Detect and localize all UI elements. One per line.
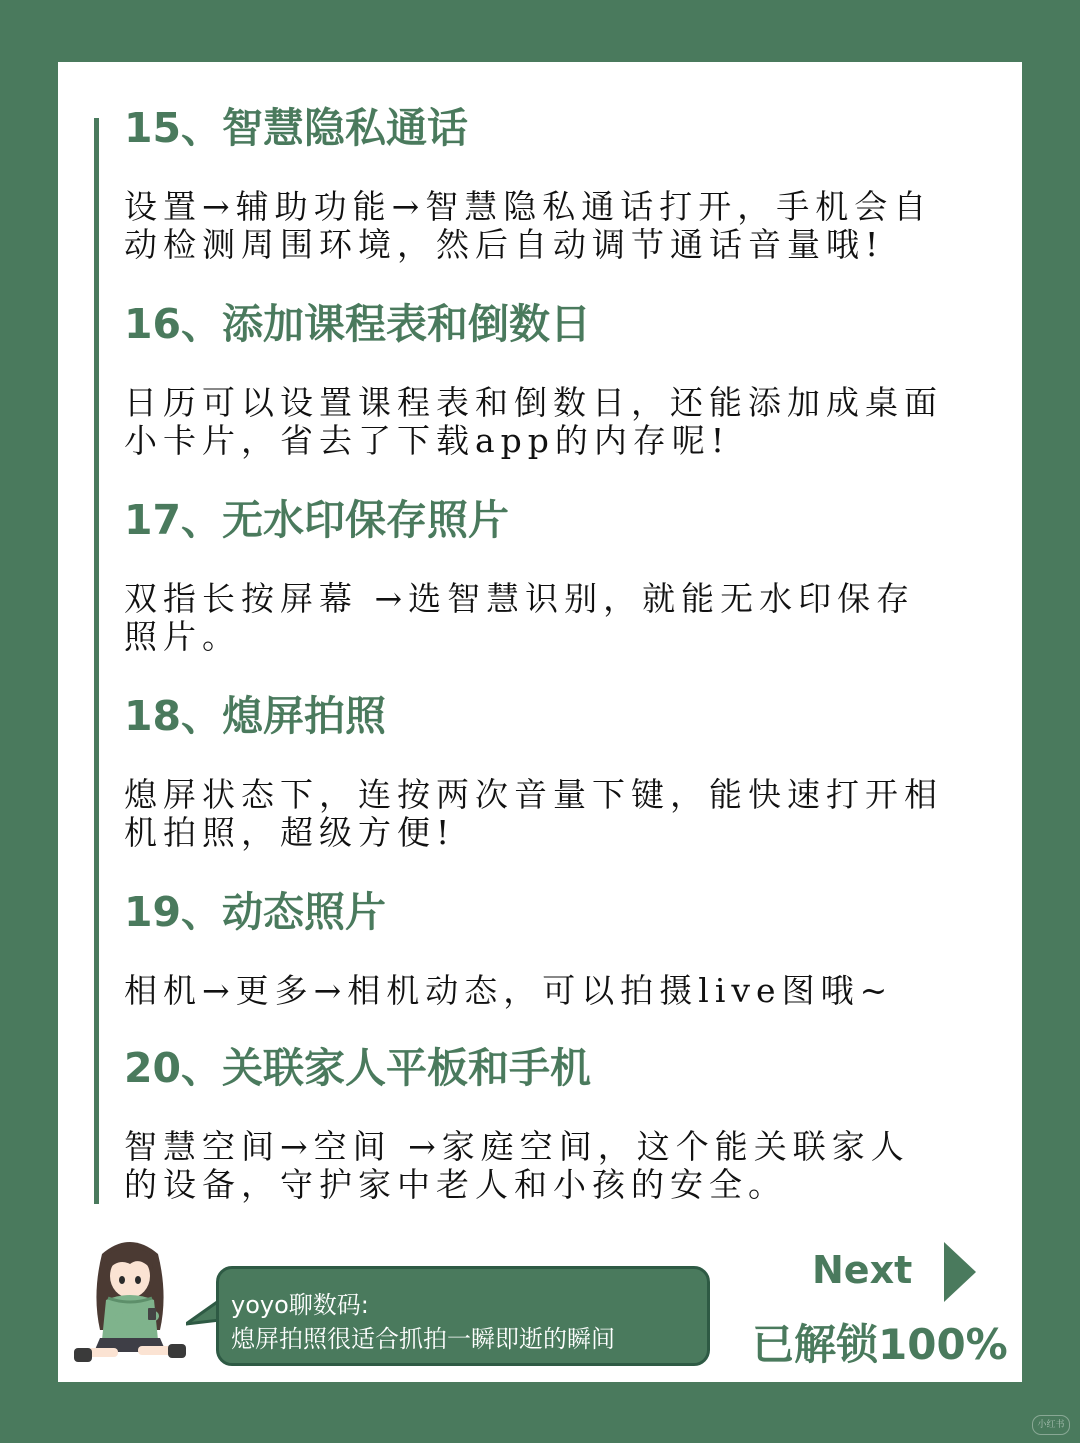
left-accent-rule	[94, 118, 99, 1204]
bubble-text: 熄屏拍照很适合抓拍一瞬即逝的瞬间	[231, 1325, 615, 1353]
tip-section-20	[124, 1042, 974, 1204]
section-title: 19、动态照片	[124, 888, 387, 936]
section-body: 熄屏状态下，连按两次音量下键，能快速打开相机拍照，超级方便!	[124, 775, 943, 852]
tip-section-19	[124, 886, 974, 1010]
section-title: 16、添加课程表和倒数日	[124, 300, 592, 348]
section-body: 智慧空间→空间 →家庭空间，这个能关联家人的设备，守护家中老人和小孩的安全。	[124, 1127, 910, 1204]
unlock-progress-label: 已解锁100%	[752, 1320, 1008, 1369]
section-title: 15、智慧隐私通话	[124, 104, 469, 152]
section-body: 设置→辅助功能→智慧隐私通话打开，手机会自动检测周围环境，然后自动调节通话音量哦!	[124, 187, 933, 264]
section-title: 20、关联家人平板和手机	[124, 1044, 592, 1092]
section-body: 双指长按屏幕 →选智慧识别，就能无水印保存照片。	[124, 579, 916, 656]
section-body: 日历可以设置课程表和倒数日，还能添加成桌面小卡片，省去了下载app的内存呢!	[124, 383, 943, 460]
section-title: 17、无水印保存照片	[124, 496, 510, 544]
speech-bubble-tail-icon	[186, 1298, 220, 1328]
section-title: 18、熄屏拍照	[124, 692, 387, 740]
footer	[58, 1232, 1022, 1382]
tip-section-15	[124, 102, 974, 264]
next-label[interactable]: Next	[812, 1248, 913, 1292]
section-body: 相机→更多→相机动态，可以拍摄live图哦~	[124, 971, 894, 1010]
bubble-author: yoyo聊数码:	[231, 1291, 369, 1319]
tip-section-17	[124, 494, 974, 656]
content-card	[58, 62, 1022, 1382]
tip-section-16	[124, 298, 974, 460]
tip-section-18	[124, 690, 974, 852]
anime-girl-avatar-icon	[68, 1234, 192, 1374]
speech-bubble	[216, 1266, 710, 1366]
play-triangle-icon[interactable]	[942, 1240, 978, 1304]
watermark-badge: 小红书	[1032, 1415, 1070, 1435]
